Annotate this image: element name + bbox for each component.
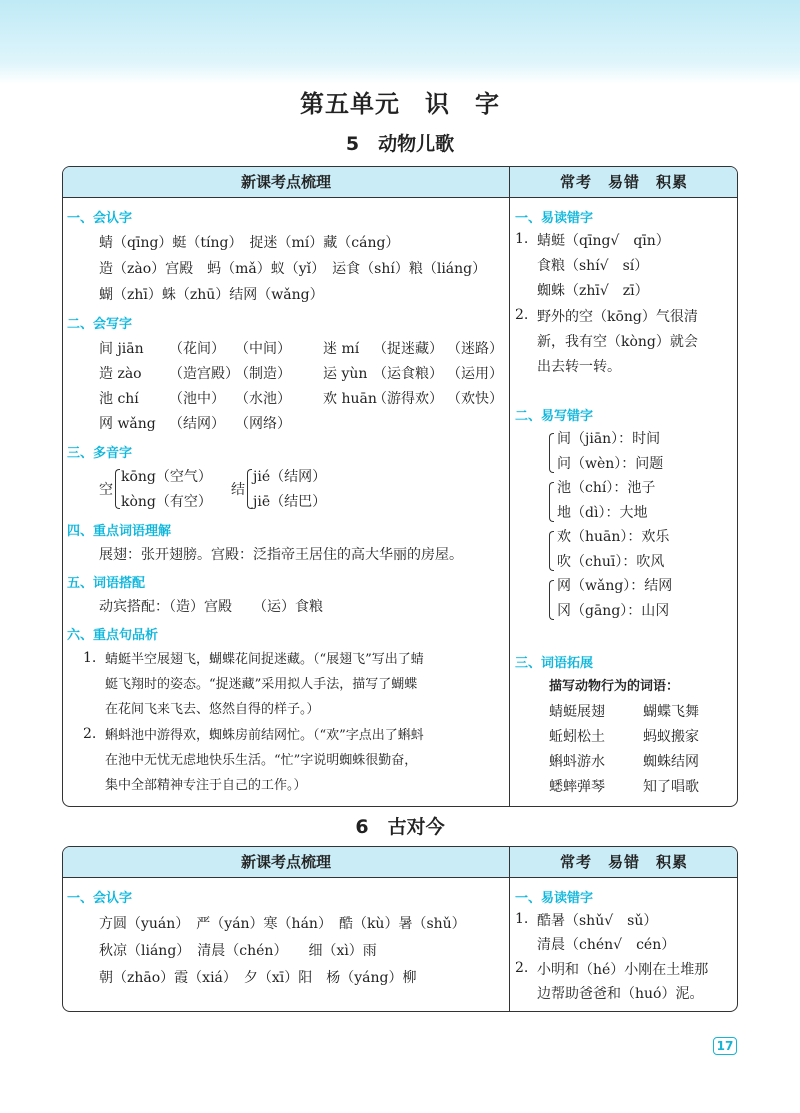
lesson5-title: 5 动物儿歌 bbox=[345, 133, 455, 155]
section-title: 三、多音字 bbox=[67, 446, 133, 461]
writing-cell: 迷 mí bbox=[323, 341, 360, 357]
section-title: 一、会认字 bbox=[67, 211, 133, 226]
polyphone-reading: kòng（有空） bbox=[121, 494, 212, 510]
page-number: 17 bbox=[713, 1037, 737, 1055]
writing-cell: 造 zào bbox=[99, 366, 142, 382]
section-title: 一、会认字 bbox=[67, 891, 133, 906]
literacy-line: 蜻（qīng）蜓（tíng） 捉迷（mí）藏（cáng） bbox=[99, 235, 400, 251]
writing-cell: 池 chí bbox=[99, 391, 139, 407]
phrase: 知了唱歌 bbox=[643, 779, 699, 795]
analysis-line: 在池中无忧无虑地快乐生活。“忙”字说明蜘蛛很勤奋， bbox=[105, 753, 418, 768]
brace-icon bbox=[549, 433, 554, 473]
extension-subtitle: 描写动物行为的词语： bbox=[549, 679, 680, 694]
phrase: 蜘蛛结网 bbox=[643, 754, 699, 770]
misread-line: 出去转一转。 bbox=[537, 359, 621, 375]
writing-cell: （花间） bbox=[169, 341, 225, 357]
lesson5-panel bbox=[62, 166, 738, 807]
writing-cell: （游得欢） bbox=[373, 391, 443, 407]
misread-line: 酷暑（shǔ√ sǔ） bbox=[537, 913, 658, 929]
writing-cell: 欢 huān bbox=[323, 391, 377, 407]
writing-cell: （网络） bbox=[235, 416, 291, 432]
section-title: 六、重点句品析 bbox=[67, 628, 159, 643]
miswritten-line: 池（chí）：池子 bbox=[557, 480, 656, 496]
misread-line: 新，我有空（kòng）就会 bbox=[537, 334, 698, 350]
miswritten-line: 吹（chuī）：吹风 bbox=[557, 554, 665, 570]
analysis-line: 蜓飞翔时的姿态。“捉迷藏”采用拟人手法，描写了蝴蝶 bbox=[105, 677, 418, 692]
writing-cell: （制造） bbox=[235, 366, 291, 382]
phrase: 蜻蜓展翅 bbox=[549, 704, 605, 720]
brace-icon bbox=[115, 469, 120, 509]
literacy-line: 造（zào）宫殿 蚂（mǎ）蚁（yǐ） 运食（shí）粮（liáng） bbox=[99, 261, 487, 277]
phrase: 蝌蚪游水 bbox=[549, 754, 605, 770]
writing-cell: （欢快） bbox=[447, 391, 503, 407]
writing-cell: （捉迷藏） bbox=[373, 341, 443, 357]
phrase: 蟋蟀弹琴 bbox=[549, 779, 605, 795]
section-title: 一、易读错字 bbox=[515, 211, 594, 226]
lesson6-header-left: 新课考点梳理 bbox=[240, 853, 331, 871]
writing-cell: （结网） bbox=[169, 416, 225, 432]
brace-icon bbox=[549, 580, 554, 620]
writing-cell: （水池） bbox=[235, 391, 291, 407]
literacy-line: 方圆（yuán） 严（yán）寒（hán） 酷（kù）暑（shǔ） bbox=[99, 916, 466, 932]
miswritten-line: 冈（gāng）：山冈 bbox=[557, 603, 670, 619]
lesson6-title: 6 古对今 bbox=[355, 816, 445, 838]
lesson6-panel bbox=[62, 846, 738, 1012]
brace-icon bbox=[247, 469, 252, 509]
misread-line: 野外的空（kōng）气很清 bbox=[537, 309, 698, 325]
item-number: 1. bbox=[515, 911, 529, 927]
analysis-line: 蝌蚪池中游得欢，蜘蛛房前结网忙。（“欢”字点出了蝌蚪 bbox=[105, 728, 424, 743]
word-definition: 展翅：张开翅膀。宫殿：泛指帝王居住的高大华丽的房屋。 bbox=[99, 547, 463, 563]
miswritten-line: 网（wǎng）：结网 bbox=[557, 578, 673, 594]
analysis-line: 蜻蜓半空展翅飞，蝴蝶花间捉迷藏。（“展翅飞”写出了蜻 bbox=[105, 652, 424, 667]
polyphone-reading: jiē（结巴） bbox=[253, 494, 327, 510]
section-title: 四、重点词语理解 bbox=[67, 524, 172, 539]
polyphone-reading: jié（结网） bbox=[253, 469, 327, 485]
writing-cell: （运用） bbox=[447, 366, 503, 382]
item-number: 2. bbox=[515, 307, 529, 323]
section-title: 二、易写错字 bbox=[515, 409, 594, 424]
lesson5-header-left: 新课考点梳理 bbox=[240, 173, 331, 191]
writing-cell: （中间） bbox=[235, 341, 291, 357]
miswritten-line: 间（jiān）：时间 bbox=[557, 431, 661, 447]
section-title: 五、词语搭配 bbox=[67, 576, 146, 591]
item-number: 2. bbox=[83, 726, 97, 742]
misread-line: 小明和（hé）小刚在土堆那 bbox=[537, 962, 709, 978]
column-divider bbox=[509, 167, 510, 806]
writing-cell: （造宫殿） bbox=[169, 366, 239, 382]
polyphone-char: 结 bbox=[231, 482, 245, 498]
misread-line: 蜻蜓（qīng√ qīn） bbox=[537, 233, 670, 249]
item-number: 1. bbox=[83, 650, 97, 666]
analysis-line: 集中全部精神专注于自己的工作。） bbox=[105, 778, 307, 793]
writing-cell: 网 wǎng bbox=[99, 416, 156, 432]
misread-line: 蜘蛛（zhī√ zī） bbox=[537, 283, 649, 299]
item-number: 2. bbox=[515, 960, 529, 976]
literacy-line: 秋凉（liáng） 清晨（chén） 细（xì）雨 bbox=[99, 943, 377, 959]
section-title: 一、易读错字 bbox=[515, 891, 594, 906]
unit-title: 第五单元 识 字 bbox=[300, 90, 500, 118]
writing-cell: （迷路） bbox=[447, 341, 503, 357]
brace-icon bbox=[549, 482, 554, 522]
lesson6-header-right: 常考 易错 积累 bbox=[559, 853, 688, 871]
polyphone-reading: kōng（空气） bbox=[121, 469, 212, 485]
misread-line: 边帮助爸爸和（huó）泥。 bbox=[537, 986, 704, 1002]
misread-line: 清晨（chén√ cén） bbox=[537, 937, 676, 953]
word-collocation: 动宾搭配：（造）宫殿 （运）食粮 bbox=[99, 599, 323, 615]
writing-cell: （池中） bbox=[169, 391, 225, 407]
miswritten-line: 问（wèn）：问题 bbox=[557, 456, 664, 472]
brace-icon bbox=[549, 531, 554, 571]
analysis-line: 在花间飞来飞去、悠然自得的样子。） bbox=[105, 702, 320, 717]
phrase: 蝴蝶飞舞 bbox=[643, 704, 699, 720]
writing-cell: 间 jiān bbox=[99, 341, 144, 357]
section-title: 三、词语拓展 bbox=[515, 656, 594, 671]
column-divider bbox=[509, 847, 510, 1011]
literacy-line: 朝（zhāo）霞（xiá） 夕（xī）阳 杨（yáng）柳 bbox=[99, 970, 417, 986]
miswritten-line: 欢（huān）：欢乐 bbox=[557, 529, 670, 545]
phrase: 蚂蚁搬家 bbox=[643, 729, 699, 745]
section-title: 二、会写字 bbox=[67, 317, 133, 332]
phrase: 蚯蚓松土 bbox=[549, 729, 605, 745]
item-number: 1. bbox=[515, 231, 529, 247]
misread-line: 食粮（shí√ sí） bbox=[537, 258, 649, 274]
top-decor-band bbox=[0, 0, 800, 84]
writing-cell: （运食粮） bbox=[373, 366, 443, 382]
lesson5-header-right: 常考 易错 积累 bbox=[559, 173, 688, 191]
literacy-line: 蝴（zhī）蛛（zhū）结网（wǎng） bbox=[99, 287, 324, 303]
polyphone-char: 空 bbox=[99, 482, 113, 498]
writing-cell: 运 yùn bbox=[323, 366, 368, 382]
miswritten-line: 地（dì）：大地 bbox=[557, 505, 648, 521]
